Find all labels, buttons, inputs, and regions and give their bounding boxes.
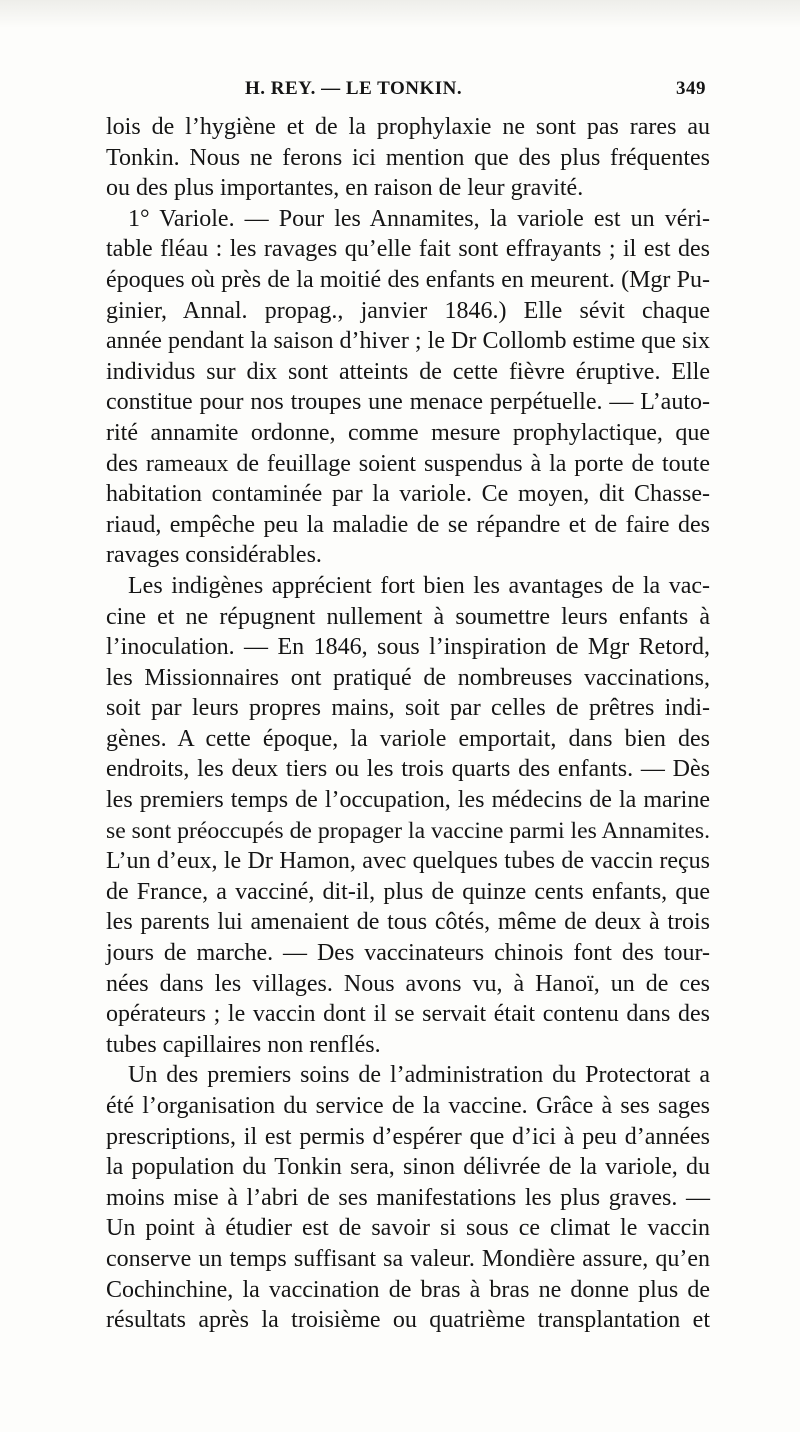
text-line: constitue pour nos troupes une menace perpétuelle. — L’auto-	[106, 389, 710, 416]
text-line: rité annamite ordonne, comme mesure prophylactique, que	[106, 419, 710, 446]
text-line: 1° Variole. — Pour les Annamites, la variole est un véri-	[128, 205, 710, 232]
text-line: L’un d’eux, le Dr Hamon, avec quelques tubes de vaccin reçus	[106, 848, 710, 875]
page-number: 349	[676, 78, 706, 99]
text-line: de France, a vacciné, dit-il, plus de quinze cents enfants, que	[106, 878, 710, 905]
text-line: opérateurs ; le vaccin dont il se servait était contenu dans des	[106, 1001, 710, 1028]
text-line: tubes capillaires non renflés.	[106, 1031, 381, 1058]
body-text	[106, 112, 710, 1336]
text-line: Les indigènes apprécient fort bien les avantages de la vac-	[128, 572, 710, 599]
text-line: des rameaux de feuillage soient suspendus à la porte de toute	[106, 450, 710, 477]
text-line: lois de l’hygiène et de la prophylaxie ne sont pas rares au	[106, 114, 710, 140]
text-line: jours de marche. — Des vaccinateurs chinois font des tour-	[106, 940, 710, 967]
running-head	[105, 74, 710, 106]
text-line: se sont préoccupés de propager la vaccine parmi les Annamites.	[106, 817, 710, 844]
text-line: Cochinchine, la vaccination de bras à bras ne donne plus de	[106, 1276, 710, 1303]
text-line: moins mise à l’abri de ses manifestations les plus graves. —	[106, 1184, 710, 1211]
scan-edge-shadow	[0, 0, 800, 28]
text-line: Un point à étudier est de savoir si sous ce climat le vaccin	[106, 1215, 710, 1242]
text-line: Tonkin. Nous ne ferons ici mention que des plus fréquentes	[106, 144, 710, 171]
text-line: année pendant la saison d’hiver ; le Dr Collomb estime que six	[106, 328, 710, 355]
text-line: conserve un temps suffisant sa valeur. Mondière assure, qu’en	[106, 1245, 710, 1272]
text-line: résultats après la troisième ou quatrième transplantation et	[106, 1307, 710, 1334]
text-line: ou des plus importantes, en raison de leur gravité.	[106, 175, 584, 202]
text-line: ginier, Annal. propag., janvier 1846.) Elle sévit chaque	[106, 297, 710, 324]
text-line: gènes. A cette époque, la variole emportait, dans bien des	[106, 725, 710, 752]
text-line: individus sur dix sont atteints de cette fièvre éruptive. Elle	[106, 358, 710, 385]
text-line: table fléau : les ravages qu’elle fait sont effrayants ; il est des	[106, 236, 710, 263]
text-line: soit par leurs propres mains, soit par celles de prêtres indi-	[106, 695, 710, 722]
text-line: la population du Tonkin sera, sinon délivrée de la variole, du	[106, 1154, 710, 1181]
text-line: prescriptions, il est permis d’espérer que d’ici à peu d’années	[106, 1123, 710, 1150]
text-line: ravages considérables.	[106, 542, 322, 569]
text-line: les premiers temps de l’occupation, les médecins de la marine	[106, 787, 710, 814]
text-line: les parents lui amenaient de tous côtés, même de deux à trois	[106, 909, 710, 936]
text-line: cine et ne répugnent nullement à soumettre leurs enfants à	[106, 603, 710, 630]
text-line: Un des premiers soins de l’administration du Protectorat a	[128, 1062, 710, 1089]
text-line: endroits, les deux tiers ou les trois quarts des enfants. — Dès	[106, 756, 710, 783]
text-line: habitation contaminée par la variole. Ce moyen, dit Chasse-	[106, 481, 710, 508]
text-line: riaud, empêche peu la maladie de se répandre et de faire des	[106, 511, 710, 538]
text-line: époques où près de la moitié des enfants en meurent. (Mgr Pu-	[106, 266, 710, 293]
running-title: H. REY. — LE TONKIN.	[245, 78, 463, 99]
text-line: été l’organisation du service de la vaccine. Grâce à ses sages	[106, 1093, 710, 1119]
text-line: l’inoculation. — En 1846, sous l’inspiration de Mgr Retord,	[106, 634, 710, 661]
text-line: nées dans les villages. Nous avons vu, à Hanoï, un de ces	[106, 970, 710, 997]
text-line: les Missionnaires ont pratiqué de nombreuses vaccinations,	[106, 664, 710, 691]
